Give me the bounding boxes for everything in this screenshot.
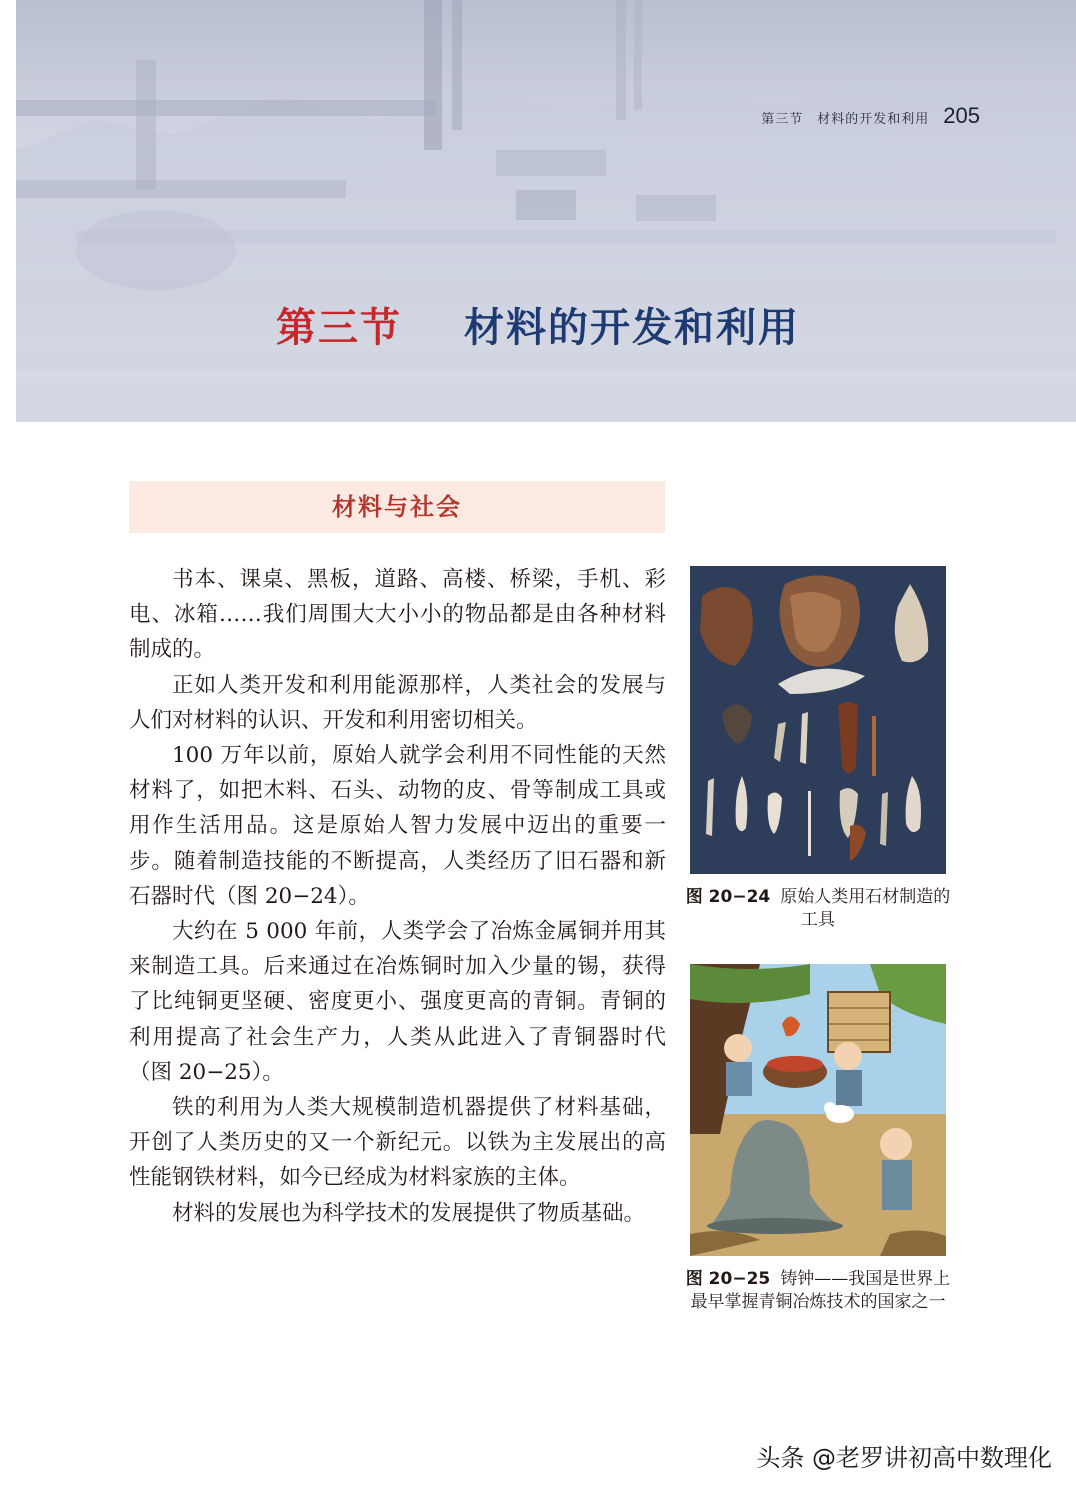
- chapter-title: [0, 296, 1076, 353]
- running-header: [761, 103, 980, 129]
- body-text: [129, 562, 666, 1231]
- figure-number: 图 20−24: [685, 887, 771, 907]
- paragraph: 材料的发展也为科学技术的发展提供了物质基础。: [172, 1200, 646, 1226]
- figure-caption-text: 铸钟——我国是世界上最早掌握青铜冶炼技术的国家之一: [690, 1269, 951, 1312]
- section-number: 第三节: [276, 304, 403, 351]
- bell-casting-illustration: [690, 964, 946, 1256]
- paragraph: 书本、课桌、黑板，道路、高楼、桥梁，手机、彩电、冰箱……我们周围大大小小的物品都是由各种材料制成的。: [129, 567, 666, 663]
- stone-tools-photo: [690, 566, 946, 874]
- running-header-title: 第三节 材料的开发和利用: [761, 112, 930, 127]
- watermark: 头条 @老罗讲初高中数理化: [756, 1444, 1052, 1472]
- section-name: 材料的开发和利用: [463, 305, 800, 351]
- figure-number: 图 20−25: [685, 1269, 771, 1289]
- section-heading: 材料与社会: [129, 481, 665, 533]
- figure-caption: [682, 886, 954, 932]
- paragraph: 大约在 5 000 年前，人类学会了冶炼金属铜并用其来制造工具。后来通过在冶炼铜时加入少量的锡，获得了比纯铜更坚硬、密度更小、强度更高的青铜。青铜的利用提高了社会生产力，人类从此进入了青铜器时代（图 20−25）。: [129, 919, 666, 1085]
- header-banner: [16, 0, 1076, 422]
- figure-caption: [682, 1268, 954, 1314]
- paragraph: 正如人类开发和利用能源那样，人类社会的发展与人们对材料的认识、开发和利用密切相关。: [129, 672, 666, 733]
- page-number: 205: [943, 103, 980, 128]
- paragraph: 100 万年以前，原始人就学会利用不同性能的天然材料了，如把木料、石头、动物的皮、骨等制成工具或用作生活用品。这是原始人智力发展中迈出的重要一步。随着制造技能的不断提高，人类经历了旧石器和新石器时代（图 20−24）。: [129, 743, 666, 909]
- figure-caption-text: 原始人类用石材制造的工具: [780, 887, 951, 930]
- paragraph: 铁的利用为人类大规模制造机器提供了材料基础，开创了人类历史的又一个新纪元。以铁为主发展出的高性能钢铁材料，如今已经成为材料家族的主体。: [129, 1095, 666, 1191]
- pipeline-background-illustration: [16, 0, 1076, 422]
